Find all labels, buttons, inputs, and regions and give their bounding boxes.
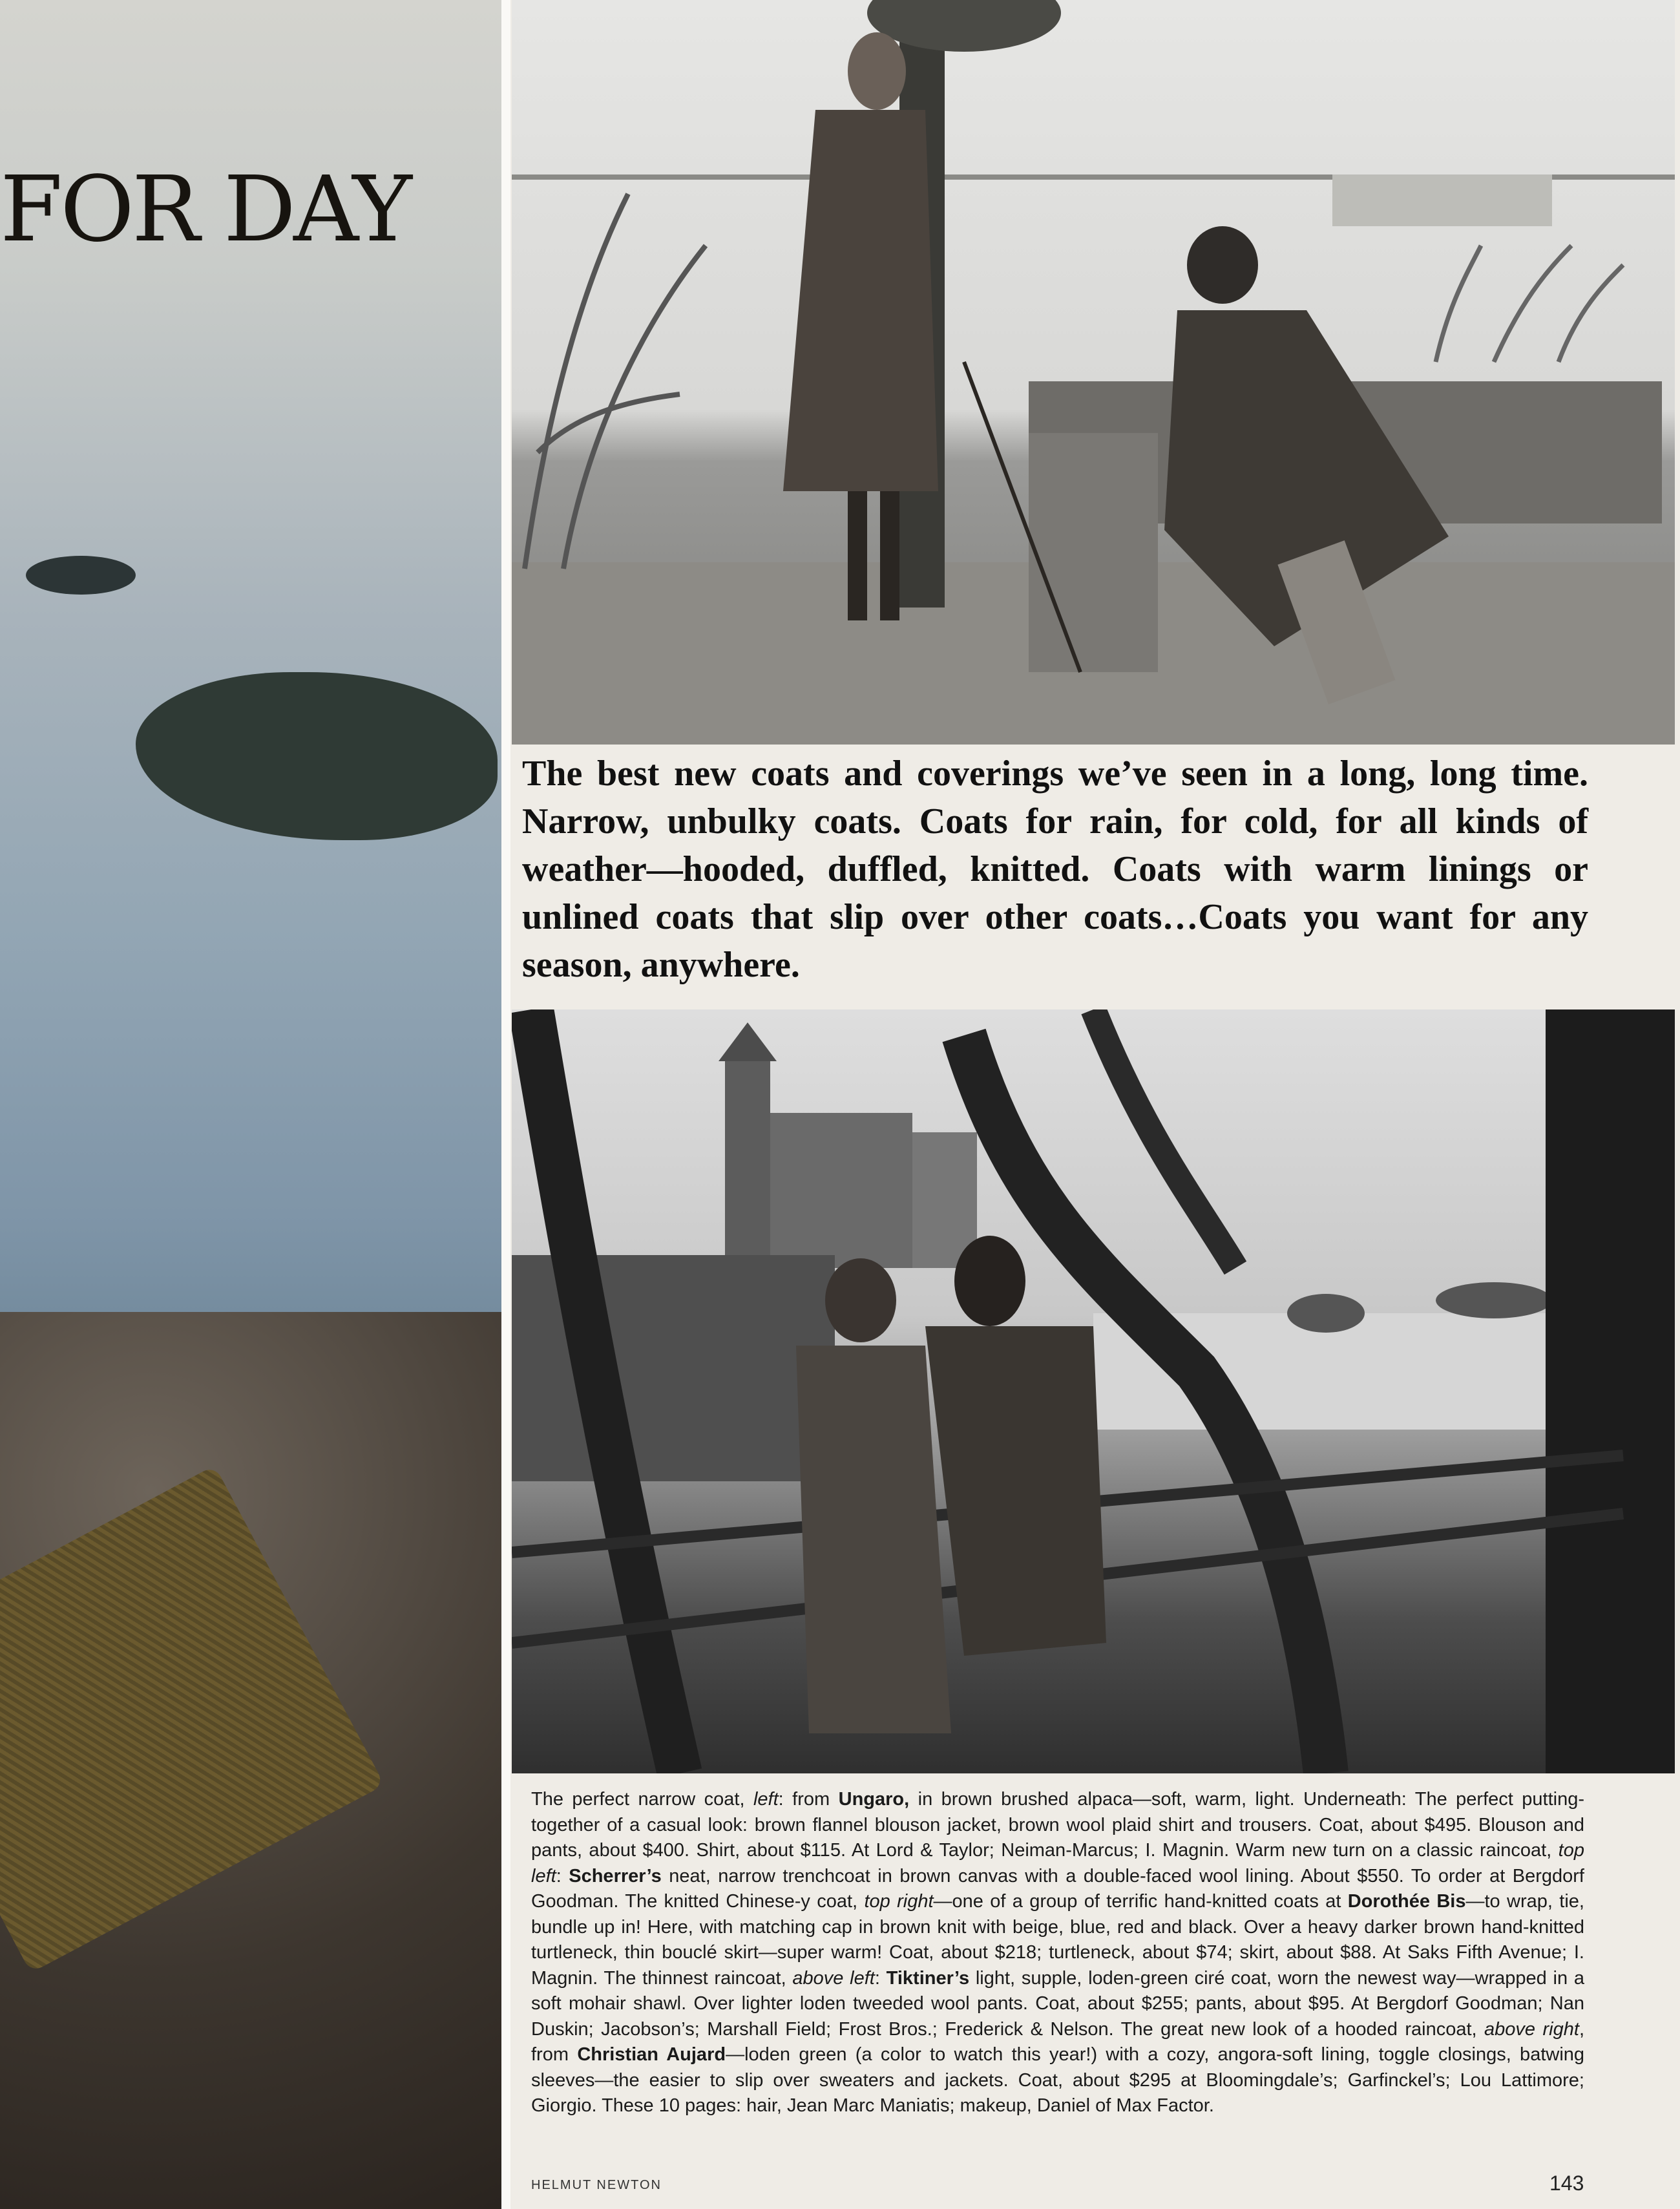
caption-part: light, supple, loden-green ciré coat, worn the newest way—wrapped in a soft mohair shawl. Over lighter loden tweeded wool pants. Coat, about $255; pants, about $95. At Bergdorf Goodman; Nan Duskin; Jacobson’s; Marshall Field; Frost Bros.; Frederick & Nelson. The great new look of a hooded raincoat,	[531, 1967, 1584, 2040]
caption-part: : from	[778, 1789, 839, 1810]
caption-direction: above right	[1484, 2018, 1579, 2040]
photo-top-coats	[512, 0, 1675, 745]
photo-bottom-coats	[512, 1009, 1675, 1773]
caption-part: , from	[531, 2018, 1584, 2065]
designer-name: Dorothée Bis	[1347, 1891, 1466, 1912]
caption-part: :	[556, 1865, 569, 1887]
intro-text: The best new coats and coverings we’ve seen in a long, long time. Narrow, unbulky coats. Coats for rain, for cold, for all kinds of weather—hooded, duffled, knitted. Coats with warm linings or unlined coats that slip over other coats…Coats you want for any season, anywhere.	[522, 754, 1588, 985]
seascape-photo	[0, 0, 501, 2209]
photo-credit: HELMUT NEWTON	[531, 2178, 662, 2192]
page-number: 143	[1549, 2172, 1584, 2195]
caption-direction: top left	[531, 1840, 1584, 1887]
caption-direction: top right	[864, 1891, 934, 1912]
headline: FOR DAY	[0, 157, 410, 262]
photo-top-scene	[512, 0, 1675, 745]
caption-part: —loden green (a color to watch this year!) with a cozy, angora-soft lining, toggle closings, batwing sleeves—the easier to slip over sweaters and jackets. Coat, about $295 at Bloomingdale’s; Garfinckel’s; Lou Lattimore; Giorgio. These 10 pages: hair, Jean Marc Maniatis; makeup, Daniel of Max Factor.	[531, 2044, 1585, 2116]
caption-direction: above left	[792, 1967, 875, 1989]
designer-name: Scherrer’s	[569, 1865, 662, 1887]
designer-name: Tiktiner’s	[886, 1967, 970, 1989]
caption-part: neat, narrow trenchcoat in brown canvas with a double-faced wool lining. About $550. To order at Bergdorf Goodman. The knitted Chinese-y coat,	[531, 1865, 1584, 1912]
designer-name: Christian Aujard	[577, 2044, 726, 2065]
caption-part: —to wrap, tie, bundle up in! Here, with matching cap in brown knit with beige, blue, red and black. Over a heavy darker brown hand-knitted turtleneck, thin bouclé skirt—super warm! Coat, about $218; turtleneck, about $74; skirt, about $88. At Saks Fifth Avenue; I. Magnin. The thinnest raincoat,	[531, 1891, 1584, 1989]
caption-part: —one of a group of terrific hand-knitted coats at	[933, 1891, 1348, 1912]
caption-direction: left	[753, 1789, 779, 1810]
photo-bottom-scene	[512, 1009, 1675, 1773]
page-gutter	[501, 0, 510, 2209]
distant-rock	[26, 556, 136, 595]
caption-part: The perfect narrow coat,	[531, 1789, 753, 1810]
caption-text	[531, 1787, 1584, 2119]
caption-part: in brown brushed alpaca—soft, warm, light. Underneath: The perfect putting-together of a casual look: brown flannel blouson jacket, brown wool plaid shirt and trousers. Coat, about $495. Blouson and pants, about $400. Shirt, about $115. At Lord & Taylor; Neiman-Marcus; I. Magnin. Warm new turn on a classic raincoat,	[531, 1789, 1584, 1861]
caption-part: :	[874, 1967, 887, 1989]
designer-name: Ungaro,	[838, 1789, 910, 1810]
rock-outcrop	[136, 672, 498, 840]
